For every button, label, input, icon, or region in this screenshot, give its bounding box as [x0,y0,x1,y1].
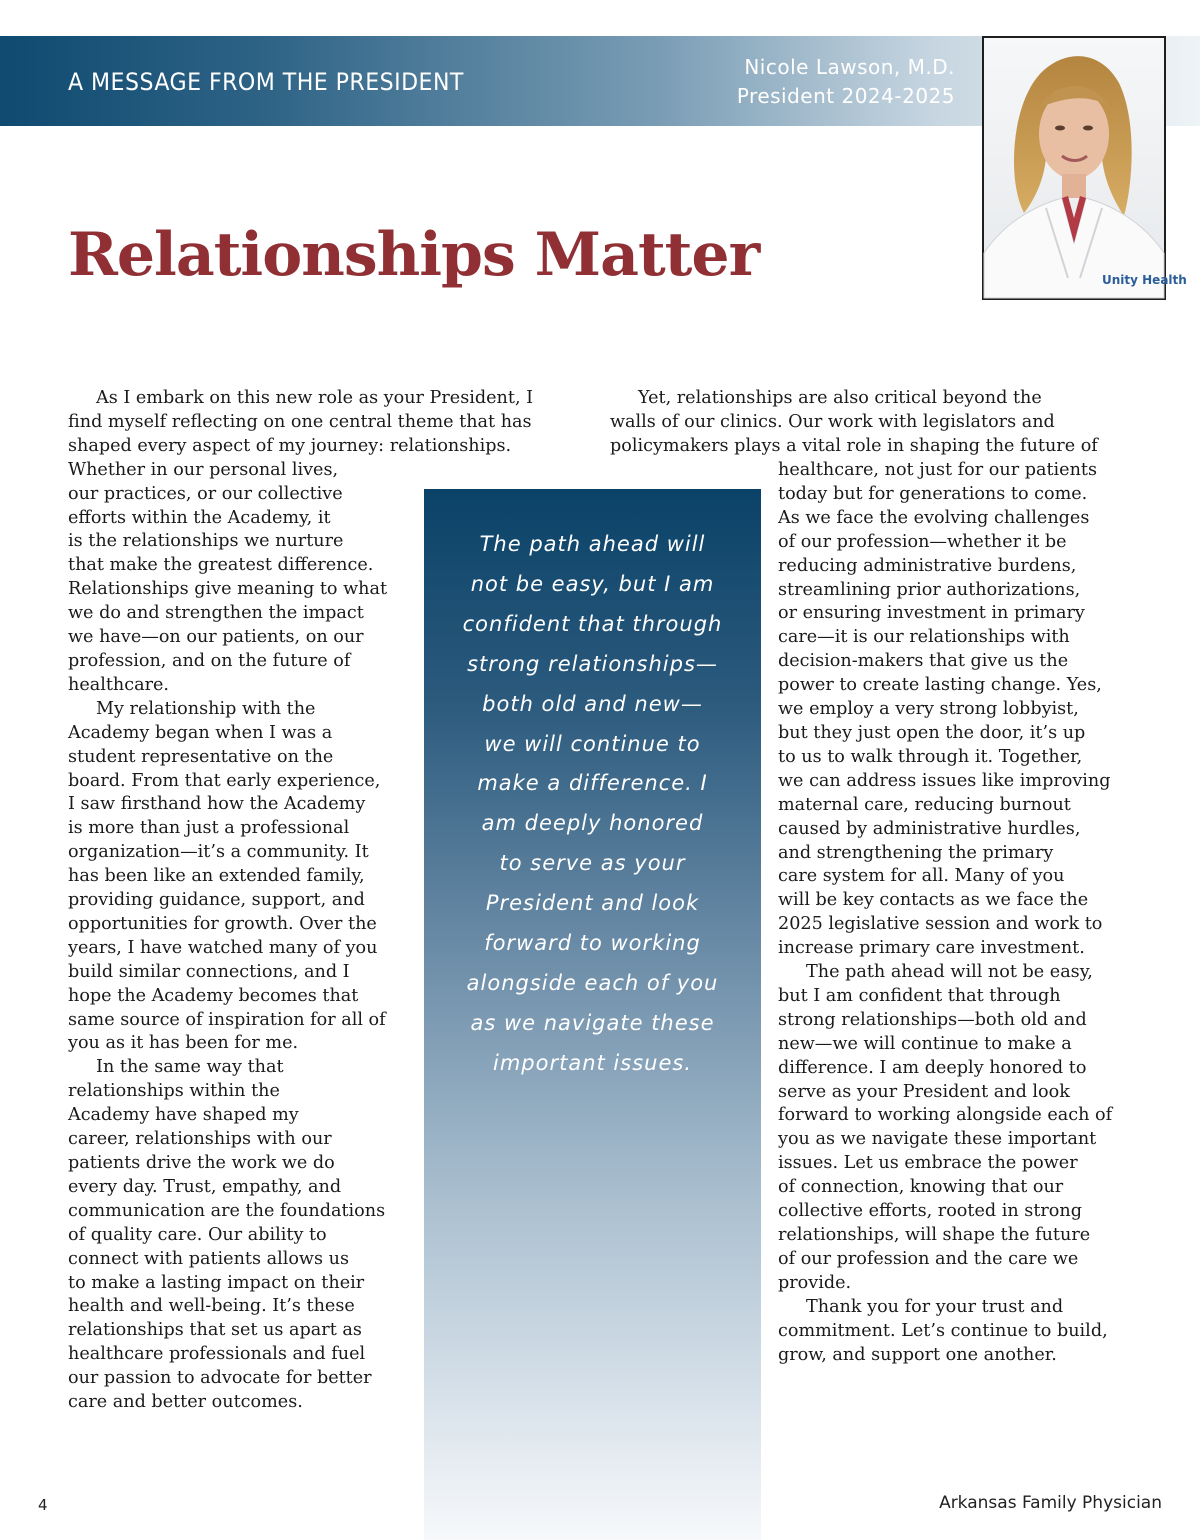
section-label: A MESSAGE FROM THE PRESIDENT [68,68,464,96]
photo-badge: Unity Health [1102,273,1187,287]
president-name: Nicole Lawson, M.D. [744,55,955,79]
pull-quote-box [424,489,761,1540]
paragraph: As I embark on this new role as your President, I find myself reflecting on one central theme that has shaped every aspect of my journey: relationships. Whether in our personal lives, our practices, or our collective efforts within the Academy, it is the relationships we nurture that make the greatest difference. Relationships give meaning to what we do and strengthen the impact we have—on our patients, on our profession, and on the future of healthcare. [68,388,534,695]
paragraph: Yet, relationships are also critical beyond the walls of our clinics. Our work with legislators and policymakers plays a vital role in shaping the future of [610,388,1098,456]
paragraph: The path ahead will not be easy, but I am confident that through strong relationships—both old and new—we will continue to make a difference. I am deeply honored to serve as your President and look forward to working alongside each of you as we navigate these important issues. Let us embrace the power of connection, knowing that our collective efforts, rooted in strong relationships, will shape the future of our profession and the care we provide. [778,962,1113,1293]
president-photo [982,36,1187,300]
president-caption [737,53,955,111]
publication-title: Arkansas Family Physician [939,1493,1162,1513]
paragraph: healthcare, not just for our patients today but for generations to come. As we face the evolving challenges of our profession—whether it be reducing administrative burdens, streamlining prior authorizations, or ensuring investment in primary care—it is our relationships with decision-makers that give us the power to create lasting change. Yes, we employ a very strong lobbyist, but they just open the door, it’s up to us to walk through it. Together, we can address issues like improving maternal care, reducing burnout caused by administrative hurdles, and strengthening the primary care system for all. Many of you will be key contacts as we face the 2025 legislative session and work to increase primary care investment. [778,460,1111,959]
article-right-column-top [610,387,1150,459]
paragraph: Thank you for your trust and commitment. Let’s continue to build, grow, and support one another. [778,1296,1108,1365]
pull-quote: The path ahead will not be easy, but I am confident that through strong relationships— both old and new— we will continue to make a difference. I am deeply honored to serve as your President and look forward to working alongside each of you as we navigate these important issues. [462,532,723,1075]
page-number: 4 [38,1496,48,1514]
president-term: President 2024-2025 [736,84,955,108]
article-title: Relationships Matter [68,220,760,290]
paragraph: My relationship with the Academy began when I was a student representative on the board. From that early experience, I saw firsthand how the Academy is more than just a professional organization—it’s a community. It has been like an extended family, providing guidance, support, and opportunities for growth. Over the years, I have watched many of you build similar connections, and I hope the Academy becomes that same source of inspiration for all of you as it has been for me. [68,698,386,1054]
paragraph: In the same way that relationships within the Academy have shaped my career, relationships with our patients drive the work we do every day. Trust, empathy, and communication are the foundations of quality care. Our ability to connect with patients allows us to make a lasting impact on their health and well-being. It’s these relationships that set us apart as healthcare professionals and fuel our passion to advocate for better care and better outcomes. [68,1057,386,1413]
article-left-column [68,387,534,1415]
article-right-column [778,459,1158,1367]
